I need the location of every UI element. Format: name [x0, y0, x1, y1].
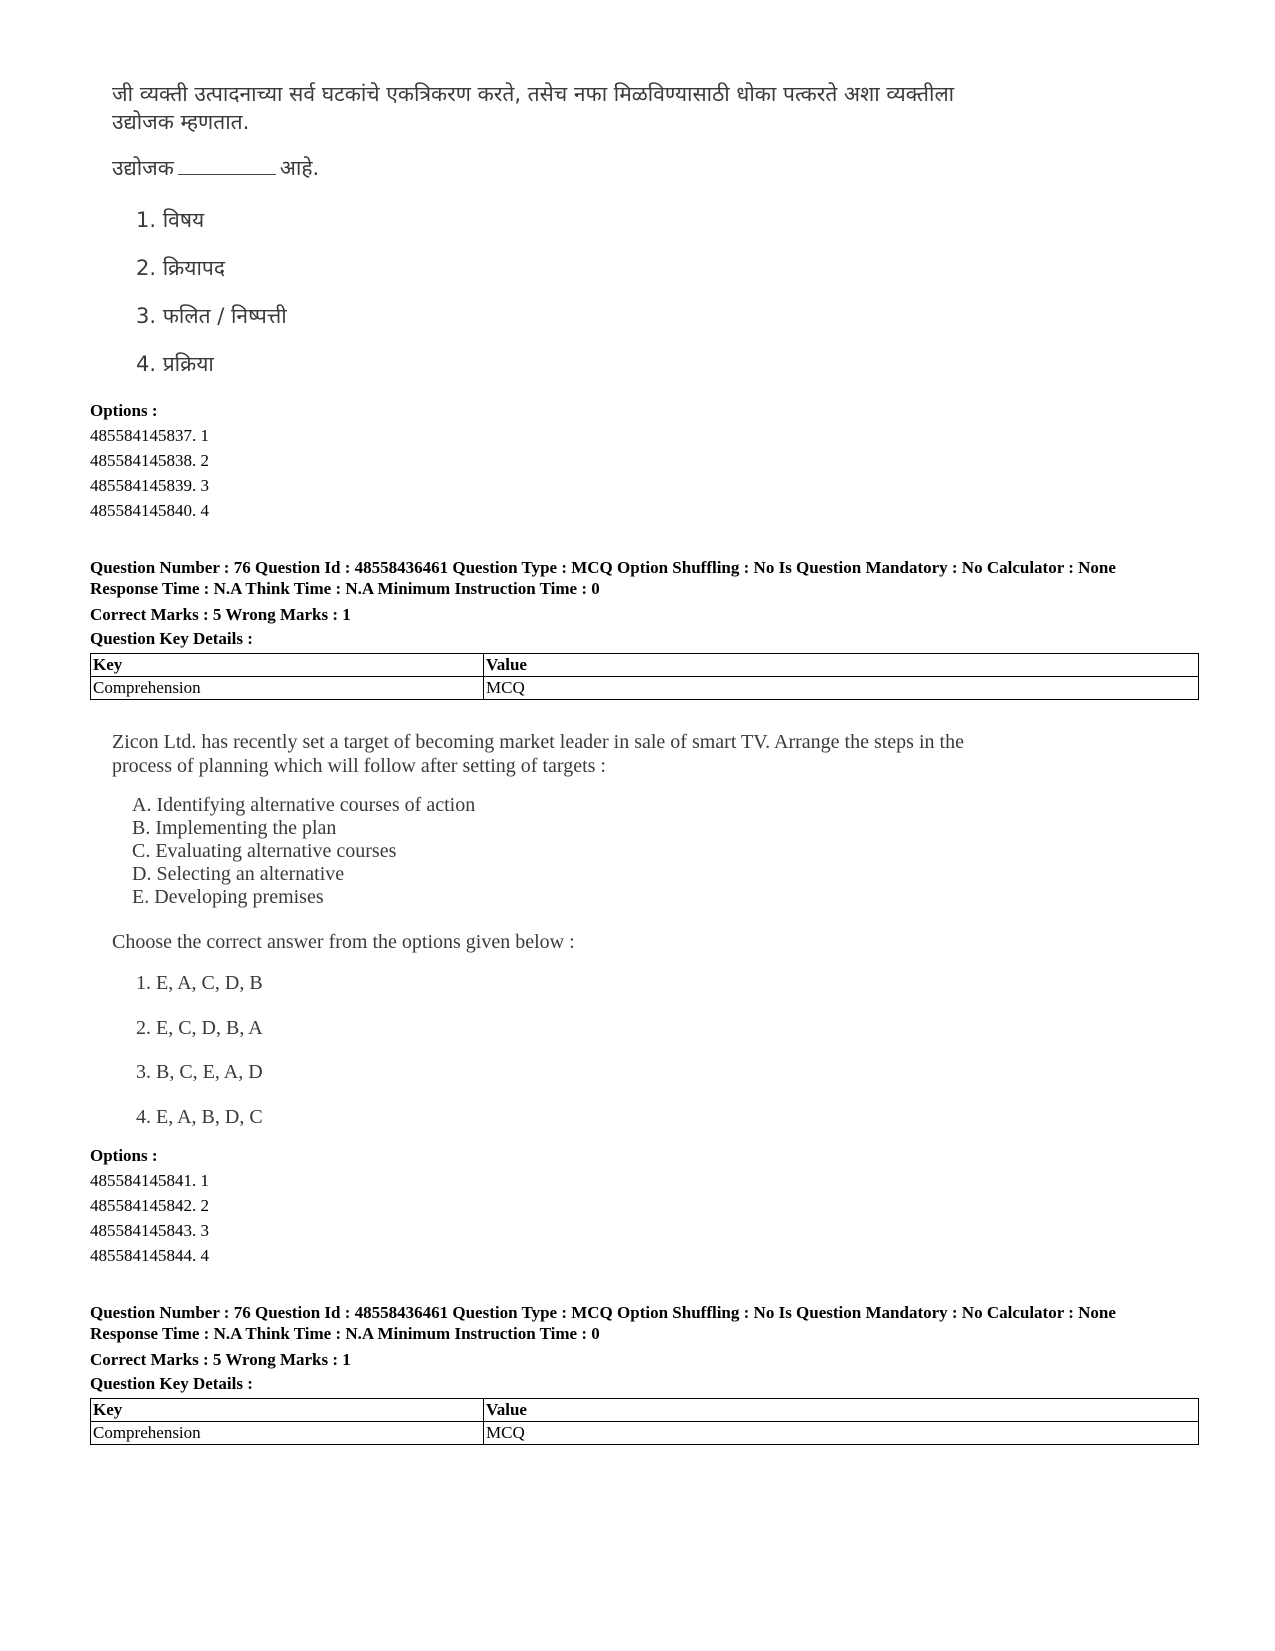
question-info-line: Question Number : 76 Question Id : 48558436461 Question Type : MCQ Option Shuffling : No Is Question Mandatory : No Calculator : None [90, 558, 1116, 577]
question-choice: 2. क्रियापद [136, 256, 225, 280]
question-timing-line: Response Time : N.A Think Time : N.A Minimum Instruction Time : 0 [90, 579, 600, 598]
question-choice: 1. E, A, C, D, B [136, 972, 263, 994]
question-metadata [90, 557, 1116, 650]
question-prompt: Choose the correct answer from the options given below : [112, 931, 575, 953]
option-item: 485584145844. 4 [90, 1246, 209, 1265]
question-choice: 4. प्रक्रिया [136, 352, 214, 376]
question-stem [112, 154, 319, 182]
options-list [90, 1143, 209, 1268]
question-choice: 3. B, C, E, A, D [136, 1061, 263, 1083]
question-choice: 3. फलित / निष्पत्ती [136, 304, 287, 328]
option-item: 485584145841. 1 [90, 1171, 209, 1190]
table-cell-value: MCQ [484, 677, 1199, 700]
question-paragraph-line: process of planning which will follow after setting of targets : [112, 755, 606, 777]
planning-step: C. Evaluating alternative courses [132, 840, 397, 862]
planning-step: A. Identifying alternative courses of action [132, 794, 476, 816]
options-heading: Options : [90, 1146, 158, 1165]
question-marks: Correct Marks : 5 Wrong Marks : 1 [90, 1350, 351, 1369]
question-timing-line: Response Time : N.A Think Time : N.A Minimum Instruction Time : 0 [90, 1324, 600, 1343]
stem-suffix: आहे. [279, 156, 320, 180]
option-item: 485584145838. 2 [90, 451, 209, 470]
table-row [91, 677, 1199, 700]
question-paragraph-line: जी व्यक्ती उत्पादनाच्या सर्व घटकांचे एकत्रिकरण करते, तसेच नफा मिळविण्यासाठी धोका पत्करते अशा व्यक्तीला [112, 82, 955, 106]
question-key-table [90, 1398, 1199, 1445]
options-list [90, 398, 209, 523]
table-header-key: Key [91, 1399, 484, 1422]
planning-step: D. Selecting an alternative [132, 863, 345, 885]
question-image-marathi [0, 0, 1275, 390]
question-paragraph-line: उद्योजक म्हणतात. [112, 110, 250, 134]
table-header-row [91, 1399, 1199, 1422]
option-item: 485584145843. 3 [90, 1221, 209, 1240]
table-cell-key: Comprehension [91, 1422, 484, 1445]
question-key-details-heading: Question Key Details : [90, 1374, 253, 1393]
option-item: 485584145840. 4 [90, 501, 209, 520]
question-key-table [90, 653, 1199, 700]
table-row [91, 1422, 1199, 1445]
option-item: 485584145839. 3 [90, 476, 209, 495]
question-marks: Correct Marks : 5 Wrong Marks : 1 [90, 605, 351, 624]
table-cell-key: Comprehension [91, 677, 484, 700]
question-image-english [0, 700, 1275, 1140]
question-choice: 4. E, A, B, D, C [136, 1106, 263, 1128]
option-item: 485584145842. 2 [90, 1196, 209, 1215]
table-header-row [91, 654, 1199, 677]
question-metadata [90, 1302, 1116, 1395]
table-header-value: Value [484, 1399, 1199, 1422]
question-paragraph-line: Zicon Ltd. has recently set a target of becoming market leader in sale of smart TV. Arrange the steps in the [112, 731, 964, 753]
table-header-value: Value [484, 654, 1199, 677]
question-key-details-heading: Question Key Details : [90, 629, 253, 648]
planning-step: B. Implementing the plan [132, 817, 337, 839]
table-header-key: Key [91, 654, 484, 677]
question-choice: 1. विषय [136, 208, 205, 232]
stem-prefix: उद्योजक [112, 156, 174, 180]
table-cell-value: MCQ [484, 1422, 1199, 1445]
planning-step: E. Developing premises [132, 886, 324, 908]
question-info-line: Question Number : 76 Question Id : 48558436461 Question Type : MCQ Option Shuffling : No Is Question Mandatory : No Calculator : None [90, 1303, 1116, 1322]
options-heading: Options : [90, 401, 158, 420]
option-item: 485584145837. 1 [90, 426, 209, 445]
fill-blank [178, 156, 276, 175]
question-choice: 2. E, C, D, B, A [136, 1017, 263, 1039]
